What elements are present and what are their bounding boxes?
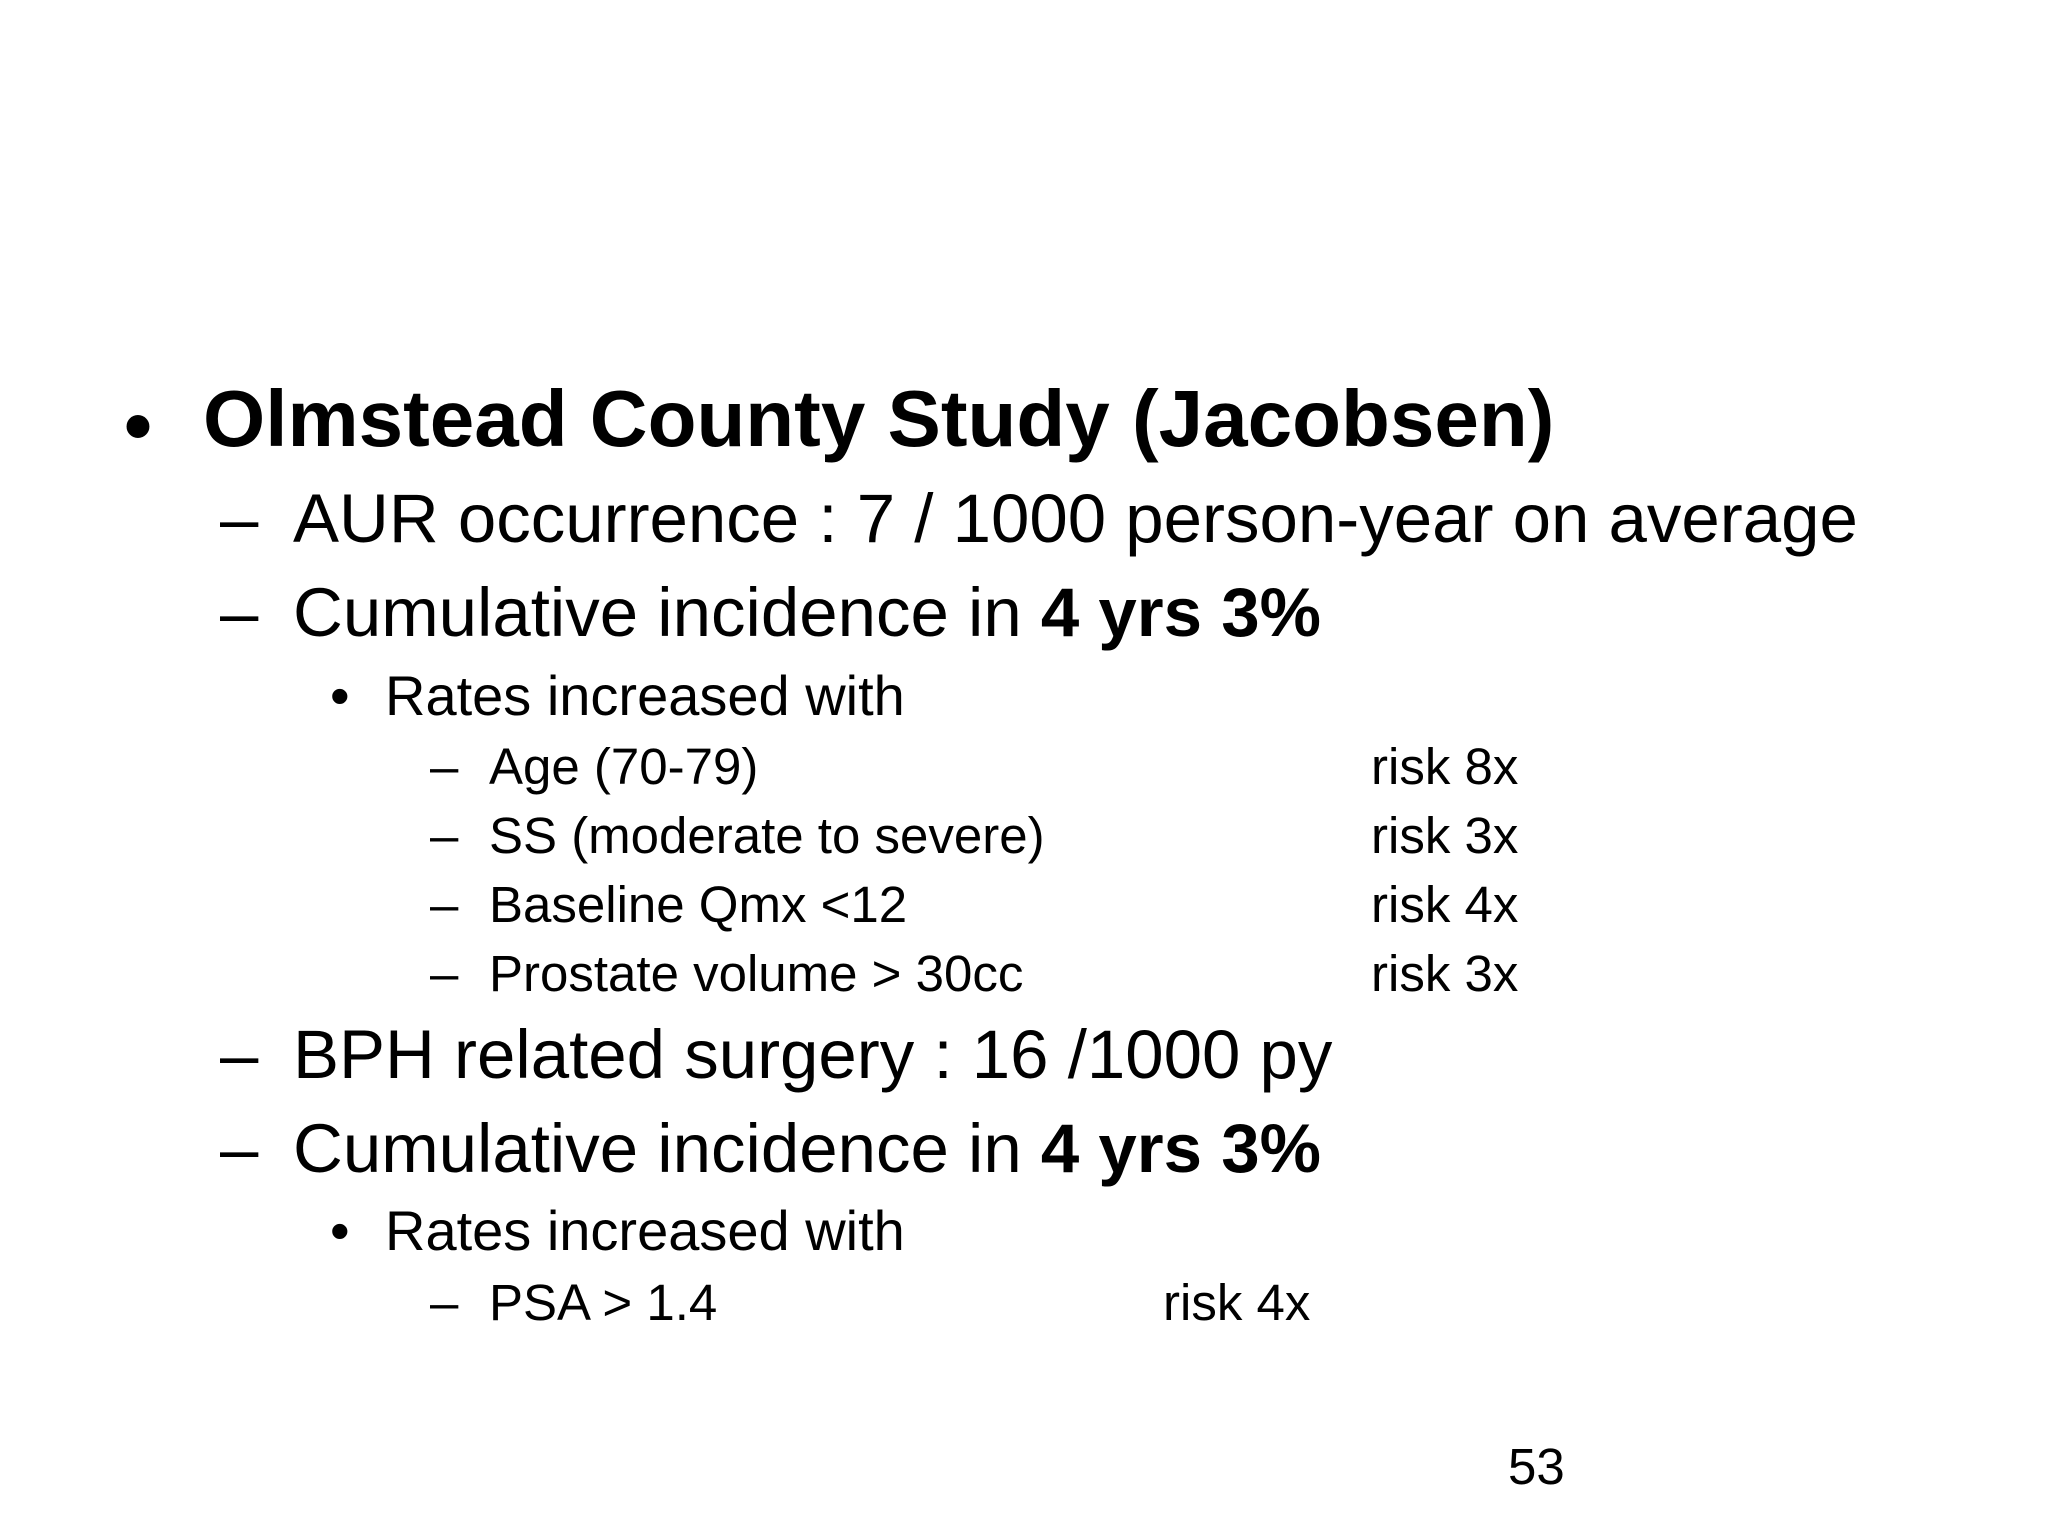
cumulative-incidence-aur	[293, 574, 1321, 651]
risk-factor: SS (moderate to severe)	[489, 807, 1045, 864]
risk-value: risk 3x	[1371, 807, 1519, 864]
dash-marker: –	[430, 876, 459, 933]
risk-factor: Baseline Qmx <12	[489, 876, 908, 933]
risk-value: risk 4x	[1371, 876, 1519, 933]
dash-marker: –	[430, 945, 459, 1002]
dash-marker: –	[220, 1016, 259, 1093]
cumulative-incidence-surgery	[293, 1110, 1321, 1187]
bullet-marker: •	[330, 664, 350, 727]
dash-marker: –	[220, 480, 259, 557]
rates-increased-label: Rates increased with	[385, 664, 905, 727]
aur-occurrence-text: AUR occurrence : 7 / 1000 person-year on average	[293, 480, 1858, 557]
risk-value: risk 4x	[1163, 1274, 1311, 1331]
dash-marker: –	[430, 738, 459, 795]
page-number: 53	[1508, 1438, 1565, 1495]
bullet-marker: •	[124, 381, 153, 470]
dash-marker: –	[430, 807, 459, 864]
bullet-marker: •	[330, 1199, 350, 1262]
cumulative-incidence-value: 4 yrs 3%	[1040, 574, 1321, 651]
dash-marker: –	[430, 1274, 459, 1331]
dash-marker: –	[220, 574, 259, 651]
dash-marker: –	[220, 1110, 259, 1187]
risk-value: risk 3x	[1371, 945, 1519, 1002]
risk-factor: Age (70-79)	[489, 738, 759, 795]
risk-factor: PSA > 1.4	[489, 1274, 718, 1331]
slide-heading: Olmstead County Study (Jacobsen)	[203, 374, 1555, 463]
risk-value: risk 8x	[1371, 738, 1519, 795]
cumulative-incidence-value: 4 yrs 3%	[1040, 1110, 1321, 1187]
rates-increased-label: Rates increased with	[385, 1199, 905, 1262]
risk-factor: Prostate volume > 30cc	[489, 945, 1024, 1002]
cumulative-incidence-label: Cumulative incidence in	[293, 574, 1041, 651]
cumulative-incidence-label: Cumulative incidence in	[293, 1110, 1041, 1187]
bph-surgery-text: BPH related surgery : 16 /1000 py	[293, 1016, 1333, 1093]
